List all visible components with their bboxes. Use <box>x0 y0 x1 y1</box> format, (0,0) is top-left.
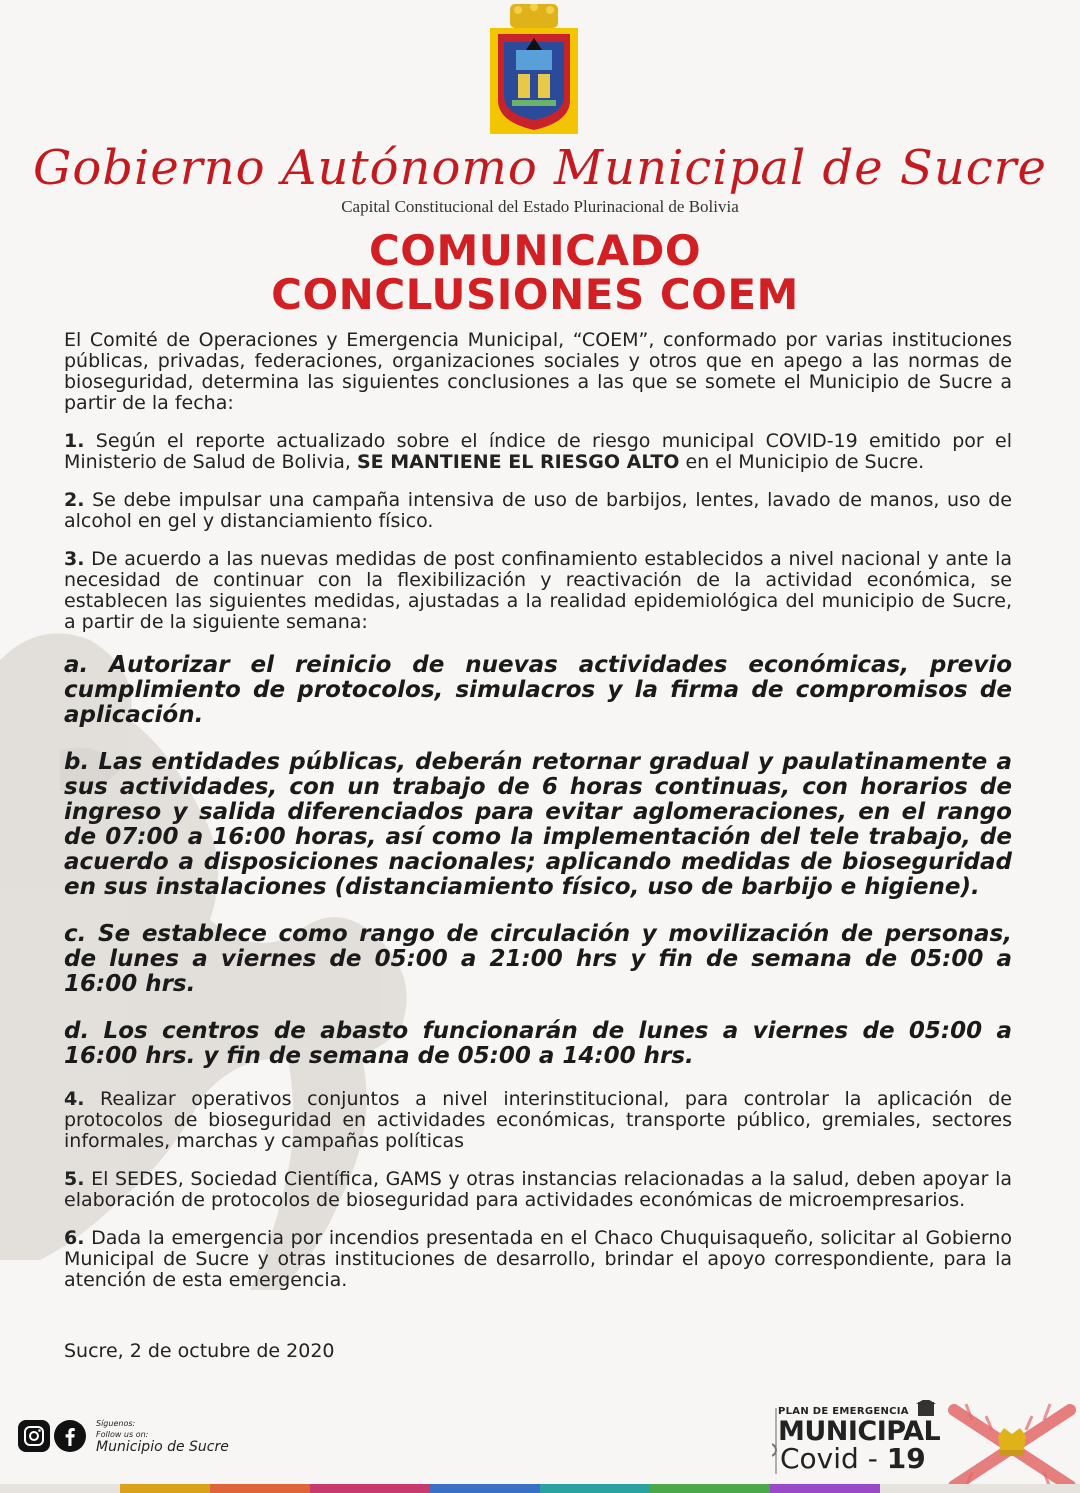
measure-c: c. Se establece como rango de circulación y movilización de personas, de lunes a viernes de 05:00 a 21:00 hrs y fin de semana de 05:00 a 16:00 hrs. <box>64 921 1012 997</box>
plan-top-text: PLAN DE EMERGENCIA <box>778 1406 909 1417</box>
bottom-color-bar <box>0 1484 1080 1493</box>
coat-of-arms-logo <box>488 4 580 136</box>
item-1 <box>64 431 1012 473</box>
item-4 <box>64 1089 1012 1152</box>
plan-emergencia-logo <box>772 1400 942 1480</box>
item-6 <box>64 1228 1012 1291</box>
title-conclusiones: CONCLUSIONES COEM <box>271 270 799 319</box>
intro-paragraph: El Comité de Operaciones y Emergencia Municipal, “COEM”, conformado por varias instituciones públicas, privadas, federaciones, organizaciones sociales y otros que en apego a las normas de bioseguridad, determina las siguientes conclusiones a las que se somete el Municipio de Sucre a partir de la fecha: <box>64 329 1012 414</box>
follow-us-text <box>96 1418 229 1453</box>
measure-d: d. Los centros de abasto funcionarán de lunes a viernes de 05:00 a 16:00 hrs. y fin de semana de 05:00 a 14:00 hrs. <box>64 1018 1012 1069</box>
burgundy-cross-emblem <box>946 1402 1078 1490</box>
item-text: Se debe impulsar una campaña intensiva de uso de barbijos, lentes, lavado de manos, uso de alcohol en gel y distanciamiento físico. <box>64 489 1012 532</box>
covid-label: Covid - <box>780 1442 887 1475</box>
social-footer <box>18 1418 229 1453</box>
item-2 <box>64 490 1012 532</box>
social-account-name[interactable]: Municipio de Sucre <box>96 1439 229 1455</box>
title-comunicado: COMUNICADO <box>368 226 702 275</box>
item-number: 1. <box>64 430 85 452</box>
item-number: 3. <box>64 548 85 570</box>
risk-emphasis: SE MANTIENE EL RIESGO ALTO <box>356 451 680 473</box>
item-number: 4. <box>64 1088 85 1110</box>
capital-subtitle: Capital Constitucional del Estado Plurinacional de Bolivia <box>341 197 739 216</box>
measure-b: b. Las entidades públicas, deberán retornar gradual y paulatinamente a sus actividades, con un trabajo de 6 horas continuas, con horarios de ingreso y salida diferenciados para evitar aglomeraciones, en el rango de 07:00 a 16:00 horas, así como la implementación del tele trabajo, de acuerdo a disposiciones nacionales; aplicando medidas de bioseguridad en sus instalaciones (distanciamiento físico, uso de barbijo e higiene). <box>64 749 1012 900</box>
communique-body <box>64 330 1012 1291</box>
facebook-icon[interactable] <box>54 1420 86 1452</box>
item-number: 5. <box>64 1168 85 1190</box>
measure-a: a. Autorizar el reinicio de nuevas actividades económicas, previo cumplimiento de protocolos, simulacros y la firma de compromisos de aplicación. <box>64 652 1012 728</box>
item-text: De acuerdo a las nuevas medidas de post confinamiento establecidos a nivel nacional y ante la necesidad de continuar con la flexibilización y reactivación de la actividad económica, se establecen las siguientes medidas, ajustadas a la realidad epidemiológica del municipio de Sucre, a partir de la siguiente semana: <box>64 548 1012 633</box>
item-text: Según el reporte actualizado sobre el índice de riesgo municipal COVID-19 emitido por el Ministerio de Salud de Bolivia, <box>64 430 1012 473</box>
document-date: Sucre, 2 de octubre de 2020 <box>64 1340 335 1362</box>
follow-es: Síguenos: <box>96 1419 136 1428</box>
item-5 <box>64 1169 1012 1211</box>
instagram-icon[interactable] <box>18 1420 50 1452</box>
item-text: Dada la emergencia por incendios presentada en el Chaco Chuquisaqueño, solicitar al Gobierno Municipal de Sucre y otras instituciones de desarrollo, brindar el apoyo correspondiente, para la atención de esta emergencia. <box>64 1227 1012 1291</box>
item-3 <box>64 549 1012 633</box>
item-number: 2. <box>64 489 85 511</box>
covid-number: 19 <box>886 1442 926 1475</box>
item-text: El SEDES, Sociedad Científica, GAMS y otras instancias relacionadas a la salud, deben apoyar la elaboración de protocolos de bioseguridad para actividades económicas de microempresarios. <box>64 1168 1012 1211</box>
item-number: 6. <box>64 1227 85 1249</box>
institution-name: Gobierno Autónomo Municipal de Sucre <box>33 140 1047 196</box>
item-text: Realizar operativos conjuntos a nivel interinstitucional, para controlar la aplicación de protocolos de bioseguridad en actividades económicas, transporte público, gremiales, sectores informales, marchas y campañas políticas <box>64 1088 1012 1152</box>
plan-covid-text <box>780 1442 926 1475</box>
plan-main-text: MUNICIPAL <box>778 1416 941 1447</box>
follow-en: Follow us on: <box>96 1430 149 1439</box>
item-text: en el Municipio de Sucre. <box>679 451 925 473</box>
